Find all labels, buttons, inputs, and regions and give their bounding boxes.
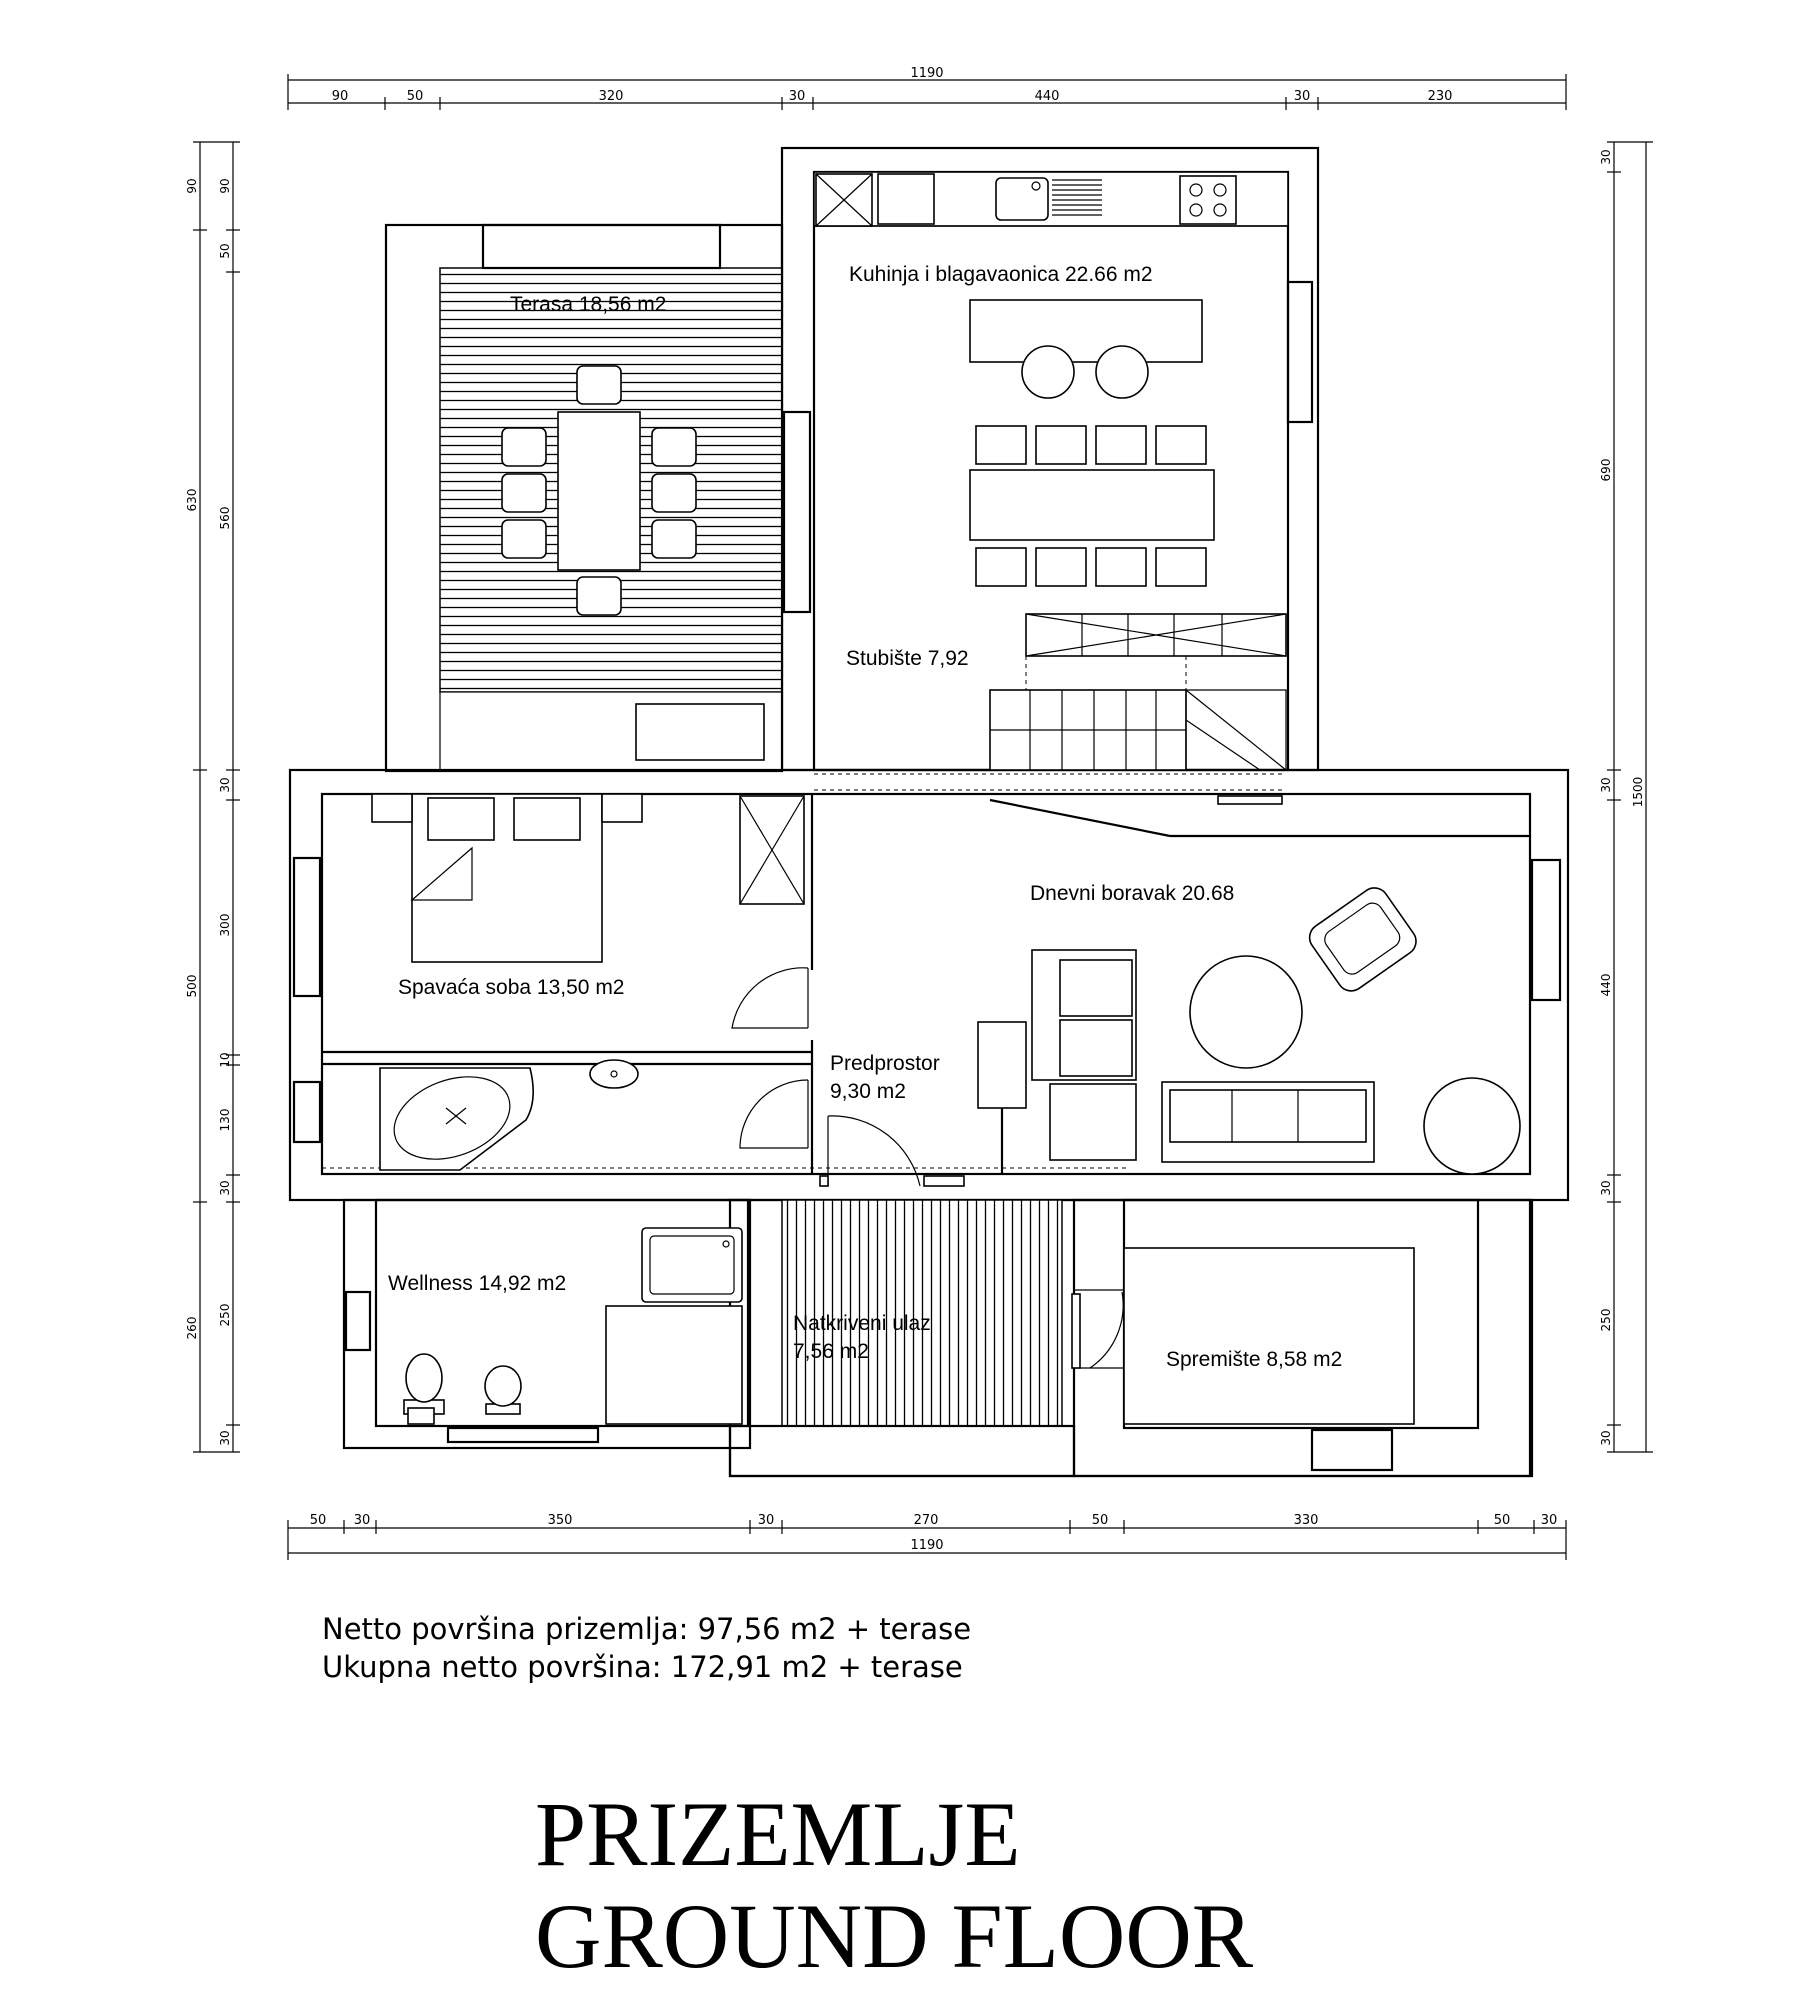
dim-left-outer: 630 — [185, 488, 199, 512]
dim-bottom-seg: 50 — [1493, 1513, 1511, 1528]
dim-bottom-seg: 30 — [1540, 1513, 1558, 1528]
dim-left-inner: 300 — [218, 913, 232, 937]
room-label-terasa: Terasa 18,56 m2 — [510, 293, 667, 316]
dim-left-inner: 50 — [218, 243, 232, 259]
dimension-left — [185, 142, 240, 1452]
room-label-natkriveni: Natkriveni ulaz — [793, 1312, 931, 1335]
dim-left-inner: 30 — [218, 1180, 232, 1196]
dim-bottom-total: 1190 — [910, 1538, 944, 1553]
dim-top-seg: 440 — [1034, 89, 1060, 104]
dim-right-inner: 690 — [1599, 458, 1613, 482]
room-label-stubiste: Stubište 7,92 — [846, 647, 969, 670]
cooktop-icon — [1180, 176, 1236, 224]
dim-bottom-seg: 270 — [913, 1513, 939, 1528]
dim-bottom-seg: 350 — [547, 1513, 573, 1528]
dim-right-inner: 250 — [1599, 1308, 1613, 1332]
dim-bottom-seg: 330 — [1293, 1513, 1319, 1528]
dim-top-seg: 30 — [1293, 89, 1311, 104]
dim-bottom-seg: 50 — [309, 1513, 327, 1528]
dim-left-inner: 10 — [218, 1052, 232, 1068]
room-label-dnevni: Dnevni boravak 20.68 — [1030, 882, 1235, 905]
dim-bottom-seg: 50 — [1091, 1513, 1109, 1528]
room-label-predprostor-area: 9,30 m2 — [830, 1080, 906, 1103]
dim-left-inner: 90 — [218, 178, 232, 194]
dim-top-total: 1190 — [910, 66, 944, 81]
wellness-furniture — [404, 1228, 742, 1424]
dim-top-seg: 30 — [788, 89, 806, 104]
dim-left-inner: 130 — [218, 1108, 232, 1132]
foyer — [730, 1116, 1074, 1476]
dim-right-inner: 30 — [1599, 149, 1613, 165]
dim-left-outer: 90 — [185, 178, 199, 194]
room-label-kuhinja: Kuhinja i blagavaonica 22.66 m2 — [849, 263, 1153, 286]
dim-right-inner: 30 — [1599, 1180, 1613, 1196]
dim-right-total: 1500 — [1631, 776, 1645, 808]
room-label-spremiste: Spremište 8,58 m2 — [1166, 1348, 1343, 1371]
dim-top-seg: 320 — [598, 89, 624, 104]
dim-right-inner: 30 — [1599, 1430, 1613, 1446]
room-label-predprostor: Predprostor — [830, 1052, 940, 1075]
toilet-icon — [404, 1354, 444, 1414]
dim-right-inner: 30 — [1599, 777, 1613, 793]
dim-left-outer: 260 — [185, 1316, 199, 1340]
dimension-top — [288, 66, 1566, 110]
room-label-wellness: Wellness 14,92 m2 — [388, 1272, 567, 1295]
dim-left-inner: 560 — [218, 506, 232, 530]
dimension-bottom — [288, 1513, 1566, 1560]
dim-left-inner: 30 — [218, 777, 232, 793]
dim-left-outer: 500 — [185, 974, 199, 998]
net-area-ground-floor: Netto površina prizemlja: 97,56 m2 + terase — [322, 1612, 972, 1646]
stairs — [990, 614, 1530, 836]
dim-bottom-seg: 30 — [757, 1513, 775, 1528]
dim-bottom-seg: 30 — [353, 1513, 371, 1528]
dim-left-inner: 250 — [218, 1303, 232, 1327]
dim-top-seg: 230 — [1427, 89, 1453, 104]
total-net-area: Ukupna netto površina: 172,91 m2 + terase — [322, 1650, 963, 1684]
bidet-icon — [485, 1366, 521, 1414]
storage — [1072, 1248, 1414, 1424]
title-prizemlje: PRIZEMLJE — [535, 1783, 1021, 1885]
kitchen-furniture — [814, 172, 1288, 586]
bathroom-furniture — [380, 1060, 808, 1174]
room-label-spavaca: Spavaća soba 13,50 m2 — [398, 976, 625, 999]
dim-top-seg: 50 — [406, 89, 424, 104]
dimension-right — [1599, 142, 1653, 1452]
dim-top-seg: 90 — [331, 89, 349, 104]
dim-left-inner: 30 — [218, 1430, 232, 1446]
room-label-natkriveni-area: 7,56 m2 — [793, 1340, 869, 1363]
title-ground-floor: GROUND FLOOR — [535, 1885, 1254, 1987]
dim-right-inner: 440 — [1599, 973, 1613, 997]
living-room-furniture — [978, 882, 1520, 1174]
